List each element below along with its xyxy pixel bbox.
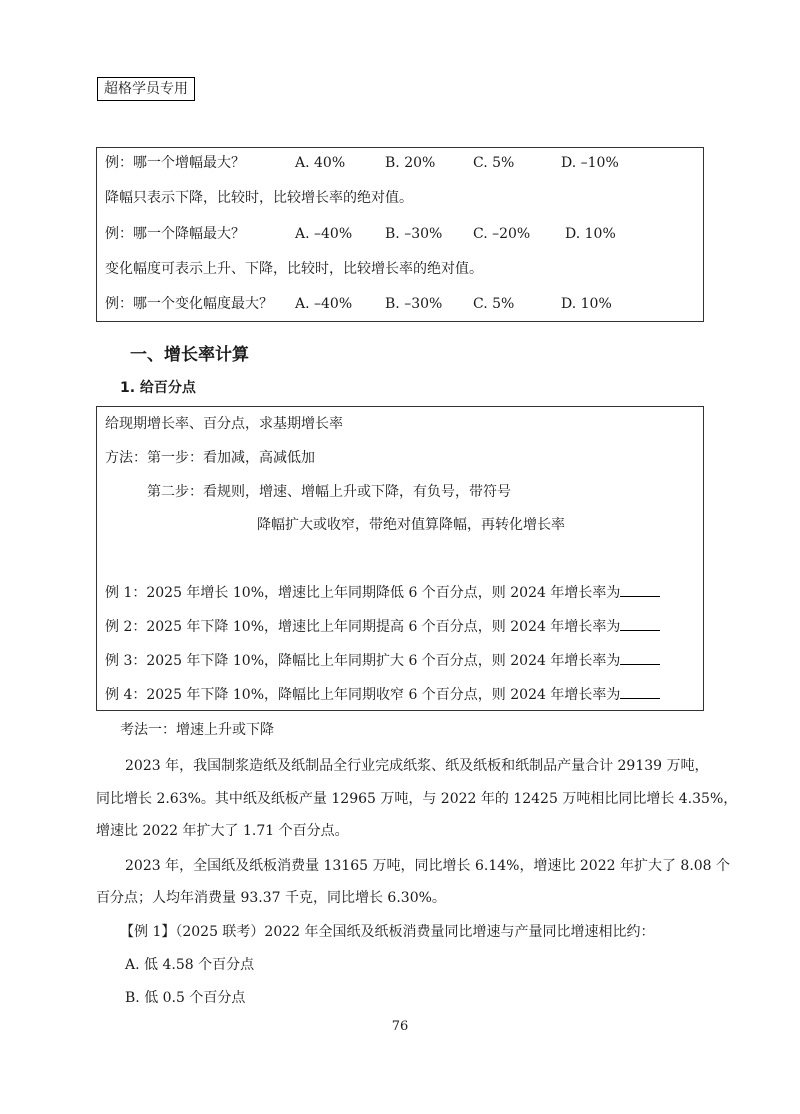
method-box xyxy=(96,406,704,711)
method-label: 考法一：增速上升或下降 xyxy=(120,722,274,738)
method-step2-cont: 降幅扩大或收窄，带绝对值算降幅，再转化增长率 xyxy=(257,517,565,533)
question-text: 例：哪一个增幅最大？ xyxy=(105,155,245,171)
page-number: 76 xyxy=(391,1019,409,1034)
answer-blank[interactable] xyxy=(620,582,660,597)
option-a: A. –40% xyxy=(295,226,353,242)
section-title: 一、增长率计算 xyxy=(130,345,249,365)
example-3: 例 3：2025 年下降 10%，降幅比上年同期扩大 6 个百分点，则 2024 年增长率为 xyxy=(105,650,660,670)
student-only-tag: 超格学员专用 xyxy=(97,77,195,101)
example-row-decrease xyxy=(105,224,695,244)
option-b: B. 低 0.5 个百分点 xyxy=(125,990,246,1006)
rule-decrease: 降幅只表示下降，比较时，比较增长率的绝对值。 xyxy=(105,190,413,206)
option-a: A. 低 4.58 个百分点 xyxy=(125,957,255,973)
example-row-change xyxy=(105,294,695,314)
example-2: 例 2：2025 年下降 10%，增速比上年同期提高 6 个百分点，则 2024 年增长率为 xyxy=(105,616,660,636)
method-intro: 给现期增长率、百分点，求基期增长率 xyxy=(105,416,343,432)
option-c: C. 5% xyxy=(473,296,515,312)
example-4: 例 4：2025 年下降 10%，降幅比上年同期收窄 6 个百分点，则 2024 年增长率为 xyxy=(105,684,660,704)
method-step1: 方法：第一步：看加减，高减低加 xyxy=(105,450,315,466)
paragraph1-line1: 2023 年，我国制浆造纸及纸制品全行业完成纸浆、纸及纸板和纸制品产量合计 29139 万吨， xyxy=(125,758,709,774)
option-a: A. –40% xyxy=(295,296,353,312)
option-a: A. 40% xyxy=(295,155,346,171)
paragraph1-line2: 同比增长 2.63%。其中纸及纸板产量 12965 万吨，与 2022 年的 12425 万吨相比同比增长 4.35%， xyxy=(96,791,738,807)
paragraph1-line3: 增速比 2022 年扩大了 1.71 个百分点。 xyxy=(96,823,349,839)
question-text: 例：哪一个变化幅度最大？ xyxy=(105,296,273,312)
subsection-title: 1. 给百分点 xyxy=(120,380,196,396)
option-d: D. –10% xyxy=(561,155,619,171)
method-step2: 第二步：看规则，增速、增幅上升或下降，有负号，带符号 xyxy=(147,484,511,500)
growth-comparison-box xyxy=(96,147,704,322)
option-b: B. –30% xyxy=(385,296,443,312)
example-row-increase xyxy=(105,153,695,173)
answer-blank[interactable] xyxy=(620,684,660,699)
paragraph2-line1: 2023 年，全国纸及纸板消费量 13165 万吨，同比增长 6.14%，增速比 2022 年扩大了 8.08 个 xyxy=(125,858,731,874)
option-d: D. 10% xyxy=(565,226,616,242)
example-1: 例 1：2025 年增长 10%，增速比上年同期降低 6 个百分点，则 2024 年增长率为 xyxy=(105,582,660,602)
option-d: D. 10% xyxy=(561,296,612,312)
option-c: C. 5% xyxy=(473,155,515,171)
answer-blank[interactable] xyxy=(620,650,660,665)
option-c: C. –20% xyxy=(473,226,531,242)
option-b: B. 20% xyxy=(385,155,436,171)
question-text: 例：哪一个降幅最大？ xyxy=(105,226,245,242)
question-stem: 【例 1】（2025 联考）2022 年全国纸及纸板消费量同比增速与产量同比增速相比约： xyxy=(120,924,655,940)
paragraph2-line2: 百分点；人均年消费量 93.37 千克，同比增长 6.30%。 xyxy=(96,890,446,906)
option-b: B. –30% xyxy=(385,226,443,242)
rule-change: 变化幅度可表示上升、下降，比较时，比较增长率的绝对值。 xyxy=(105,261,483,277)
answer-blank[interactable] xyxy=(620,616,660,631)
